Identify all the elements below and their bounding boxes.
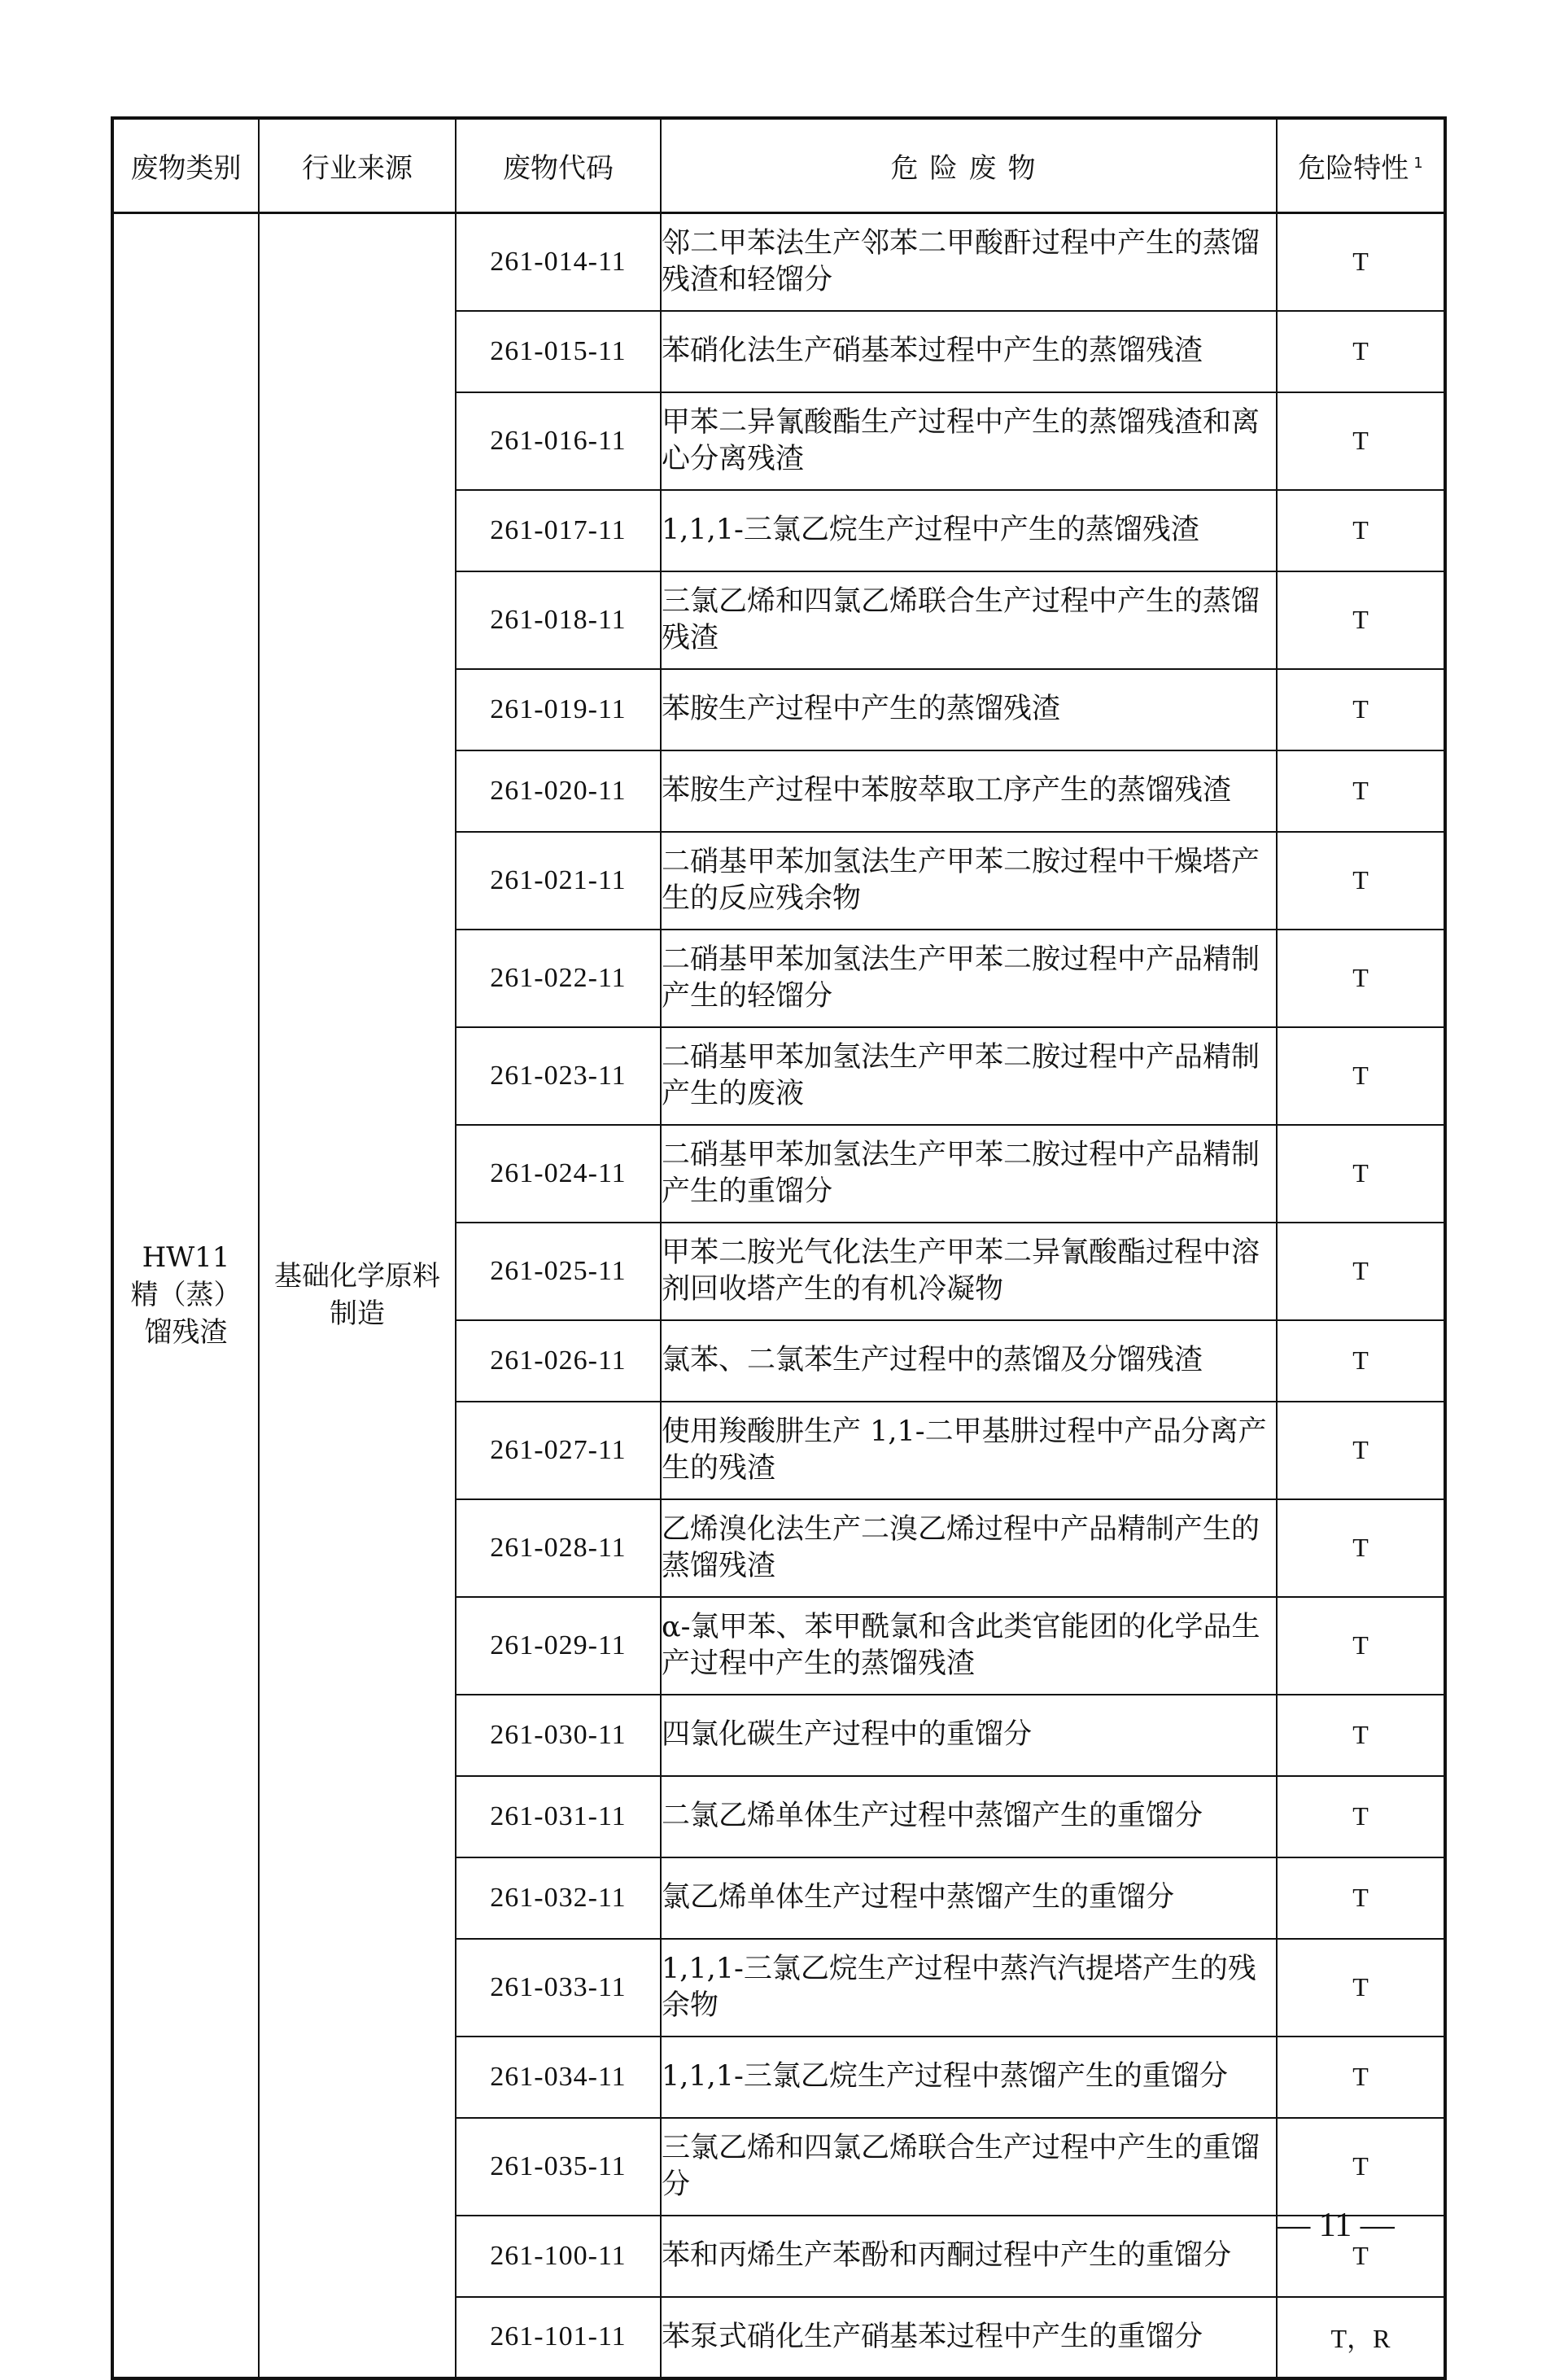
- waste-description: 使用羧酸肼生产 1,1-二甲基肼过程中产品分离产生的残渣: [661, 1402, 1277, 1499]
- hazard-characteristic: T: [1277, 1857, 1445, 1939]
- header-description: 危险废物: [661, 118, 1277, 213]
- hazard-characteristic: T: [1277, 1320, 1445, 1402]
- waste-code: 261-033-11: [456, 1939, 661, 2037]
- hazard-characteristic: T: [1277, 1597, 1445, 1695]
- waste-code: 261-101-11: [456, 2297, 661, 2378]
- industry-cell: [259, 213, 456, 2378]
- footnote-marker: 1: [1413, 154, 1423, 172]
- waste-code: 261-026-11: [456, 1320, 661, 1402]
- hazardous-waste-table: [111, 116, 1447, 2380]
- page-number: — 11 —: [1276, 2207, 1395, 2244]
- waste-description: 二硝基甲苯加氢法生产甲苯二胺过程中产品精制产生的重馏分: [661, 1125, 1277, 1223]
- hazard-characteristic: T: [1277, 311, 1445, 392]
- hazard-characteristic: T，R: [1277, 2297, 1445, 2378]
- waste-description: 二硝基甲苯加氢法生产甲苯二胺过程中干燥塔产生的反应残余物: [661, 832, 1277, 930]
- waste-code: 261-023-11: [456, 1027, 661, 1125]
- waste-code: 261-018-11: [456, 571, 661, 669]
- waste-code: 261-015-11: [456, 311, 661, 392]
- waste-description: 二硝基甲苯加氢法生产甲苯二胺过程中产品精制产生的废液: [661, 1027, 1277, 1125]
- waste-code: 261-028-11: [456, 1499, 661, 1597]
- industry-text: 基础化学原料: [274, 1260, 440, 1293]
- waste-code: 261-027-11: [456, 1402, 661, 1499]
- waste-description: 1,1,1-三氯乙烷生产过程中产生的蒸馏残渣: [661, 490, 1277, 571]
- category-text: HW11: [142, 1241, 230, 1275]
- hazard-characteristic: T: [1277, 750, 1445, 832]
- waste-code: 261-017-11: [456, 490, 661, 571]
- waste-code: 261-022-11: [456, 930, 661, 1027]
- waste-code: 261-035-11: [456, 2118, 661, 2216]
- category-cell: [112, 213, 259, 2378]
- waste-description: 三氯乙烯和四氯乙烯联合生产过程中产生的蒸馏残渣: [661, 571, 1277, 669]
- waste-code: 261-031-11: [456, 1776, 661, 1857]
- hazard-characteristic: T: [1277, 1695, 1445, 1776]
- hazard-characteristic: T: [1277, 832, 1445, 930]
- hazard-characteristic: T: [1277, 1776, 1445, 1857]
- hazard-characteristic: T: [1277, 1027, 1445, 1125]
- hazard-characteristic: T: [1277, 1499, 1445, 1597]
- waste-code: 261-029-11: [456, 1597, 661, 1695]
- hazard-characteristic: T: [1277, 1402, 1445, 1499]
- hazard-characteristic: T: [1277, 2216, 1445, 2297]
- waste-code: 261-014-11: [456, 213, 661, 311]
- waste-description: 苯硝化法生产硝基苯过程中产生的蒸馏残渣: [661, 311, 1277, 392]
- hazard-characteristic: T: [1277, 392, 1445, 490]
- waste-code: 261-021-11: [456, 832, 661, 930]
- header-category: 废物类别: [112, 118, 259, 213]
- hazard-characteristic: T: [1277, 571, 1445, 669]
- category-text: 馏残渣: [144, 1316, 228, 1350]
- hazard-characteristic: T: [1277, 490, 1445, 571]
- waste-description: 苯和丙烯生产苯酚和丙酮过程中产生的重馏分: [661, 2216, 1277, 2297]
- waste-description: 氯乙烯单体生产过程中蒸馏产生的重馏分: [661, 1857, 1277, 1939]
- table-row: [112, 213, 1445, 311]
- hazard-characteristic: T: [1277, 1223, 1445, 1320]
- table-header-row: [112, 118, 1445, 213]
- waste-description: 1,1,1-三氯乙烷生产过程中蒸汽汽提塔产生的残余物: [661, 1939, 1277, 2037]
- hazard-characteristic: T: [1277, 1939, 1445, 2037]
- waste-code: 261-034-11: [456, 2037, 661, 2118]
- header-code: 废物代码: [456, 118, 661, 213]
- waste-description: 苯胺生产过程中产生的蒸馏残渣: [661, 669, 1277, 750]
- hazard-characteristic: T: [1277, 1125, 1445, 1223]
- waste-description: 氯苯、二氯苯生产过程中的蒸馏及分馏残渣: [661, 1320, 1277, 1402]
- hazard-characteristic: T: [1277, 2037, 1445, 2118]
- waste-description: 苯泵式硝化生产硝基苯过程中产生的重馏分: [661, 2297, 1277, 2378]
- category-text: 精（蒸）: [130, 1279, 242, 1312]
- hazard-characteristic: T: [1277, 930, 1445, 1027]
- waste-description: 苯胺生产过程中苯胺萃取工序产生的蒸馏残渣: [661, 750, 1277, 832]
- hazard-characteristic: T: [1277, 213, 1445, 311]
- waste-description: 甲苯二胺光气化法生产甲苯二异氰酸酯过程中溶剂回收塔产生的有机冷凝物: [661, 1223, 1277, 1320]
- waste-description: α-氯甲苯、苯甲酰氯和含此类官能团的化学品生产过程中产生的蒸馏残渣: [661, 1597, 1277, 1695]
- waste-code: 261-024-11: [456, 1125, 661, 1223]
- waste-description: 邻二甲苯法生产邻苯二甲酸酐过程中产生的蒸馏残渣和轻馏分: [661, 213, 1277, 311]
- waste-description: 甲苯二异氰酸酯生产过程中产生的蒸馏残渣和离心分离残渣: [661, 392, 1277, 490]
- hazard-characteristic: T: [1277, 669, 1445, 750]
- hazard-characteristic: T: [1277, 2118, 1445, 2216]
- waste-description: 二硝基甲苯加氢法生产甲苯二胺过程中产品精制产生的轻馏分: [661, 930, 1277, 1027]
- waste-description: 乙烯溴化法生产二溴乙烯过程中产品精制产生的蒸馏残渣: [661, 1499, 1277, 1597]
- waste-code: 261-100-11: [456, 2216, 661, 2297]
- waste-code: 261-016-11: [456, 392, 661, 490]
- waste-description: 二氯乙烯单体生产过程中蒸馏产生的重馏分: [661, 1776, 1277, 1857]
- header-characteristic-cell: [1277, 118, 1445, 213]
- waste-code: 261-025-11: [456, 1223, 661, 1320]
- waste-description: 1,1,1-三氯乙烷生产过程中蒸馏产生的重馏分: [661, 2037, 1277, 2118]
- waste-code: 261-020-11: [456, 750, 661, 832]
- header-industry: 行业来源: [259, 118, 456, 213]
- waste-code: 261-032-11: [456, 1857, 661, 1939]
- waste-description: 四氯化碳生产过程中的重馏分: [661, 1695, 1277, 1776]
- waste-description: 三氯乙烯和四氯乙烯联合生产过程中产生的重馏分: [661, 2118, 1277, 2216]
- waste-code: 261-019-11: [456, 669, 661, 750]
- industry-text: 制造: [330, 1297, 385, 1331]
- waste-code: 261-030-11: [456, 1695, 661, 1776]
- header-characteristic: 危险特性: [1298, 152, 1409, 185]
